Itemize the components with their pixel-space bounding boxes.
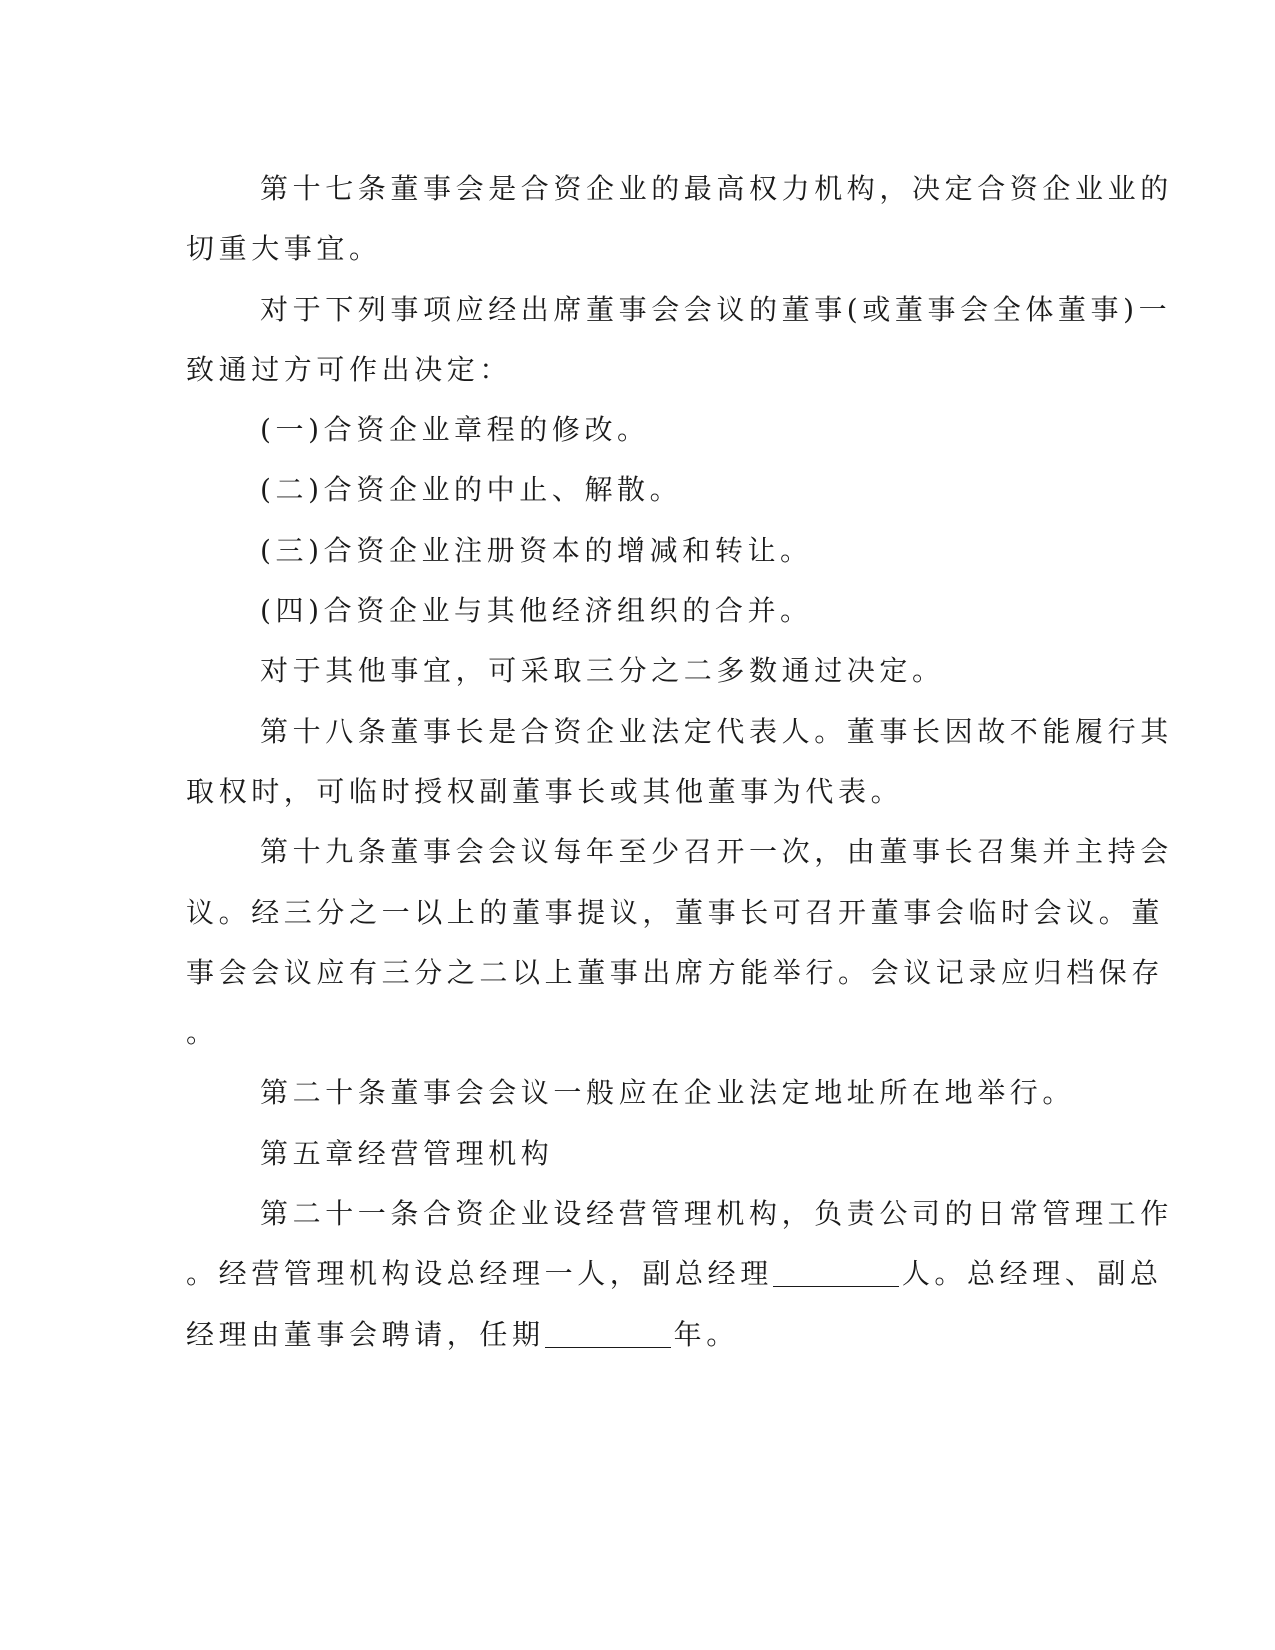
list-item: (三)合资企业注册资本的增减和转让。: [260, 533, 813, 567]
text-line: 第二十一条合资企业设经营管理机构，负责公司的日常管理工作: [260, 1197, 1173, 1231]
chapter-heading: 第五章经营管理机构: [260, 1136, 554, 1170]
text-line: 第十九条董事会会议每年至少召开一次，由董事长召集并主持会: [260, 835, 1173, 869]
text-segment: 经理由董事会聘请，任期: [186, 1317, 545, 1351]
text-line: 第十八条董事长是合资企业法定代表人。董事长因故不能履行其: [260, 714, 1173, 748]
text-line: 事会会议应有三分之二以上董事出席方能举行。会议记录应归档保存: [186, 955, 1165, 989]
text-line: 。: [186, 1016, 219, 1050]
text-line: 致通过方可作出决定：: [186, 352, 513, 386]
list-item: (二)合资企业的中止、解散。: [260, 473, 683, 507]
list-item: (一)合资企业章程的修改。: [260, 413, 650, 447]
text-line: 第二十条董事会会议一般应在企业法定地址所在地举行。: [260, 1076, 1076, 1110]
fill-in-blank[interactable]: [545, 1319, 671, 1348]
fill-in-blank[interactable]: [773, 1258, 899, 1287]
text-line: 第十七条董事会是合资企业的最高权力机构，决定合资企业业的: [260, 172, 1173, 205]
text-line-with-blank: [186, 1305, 1052, 1365]
text-segment: 人。总经理、副总: [901, 1257, 1163, 1291]
text-line-with-blank: [186, 1244, 1163, 1304]
document-body: [186, 159, 1173, 1365]
text-line: 对于其他事宜，可采取三分之二多数通过决定。: [260, 654, 945, 688]
text-segment: 。经营管理机构设总经理一人，副总经理: [186, 1257, 773, 1291]
list-item: (四)合资企业与其他经济组织的合并。: [260, 594, 813, 628]
text-line: 议。经三分之一以上的董事提议，董事长可召开董事会临时会议。董: [186, 895, 1165, 929]
text-line: 对于下列事项应经出席董事会会议的董事(或董事会全体董事)一: [260, 292, 1172, 326]
text-line: 取权时，可临时授权副董事长或其他董事为代表。: [186, 774, 904, 808]
text-line: 切重大事宜。: [186, 232, 382, 266]
text-segment: 年。: [673, 1317, 739, 1351]
